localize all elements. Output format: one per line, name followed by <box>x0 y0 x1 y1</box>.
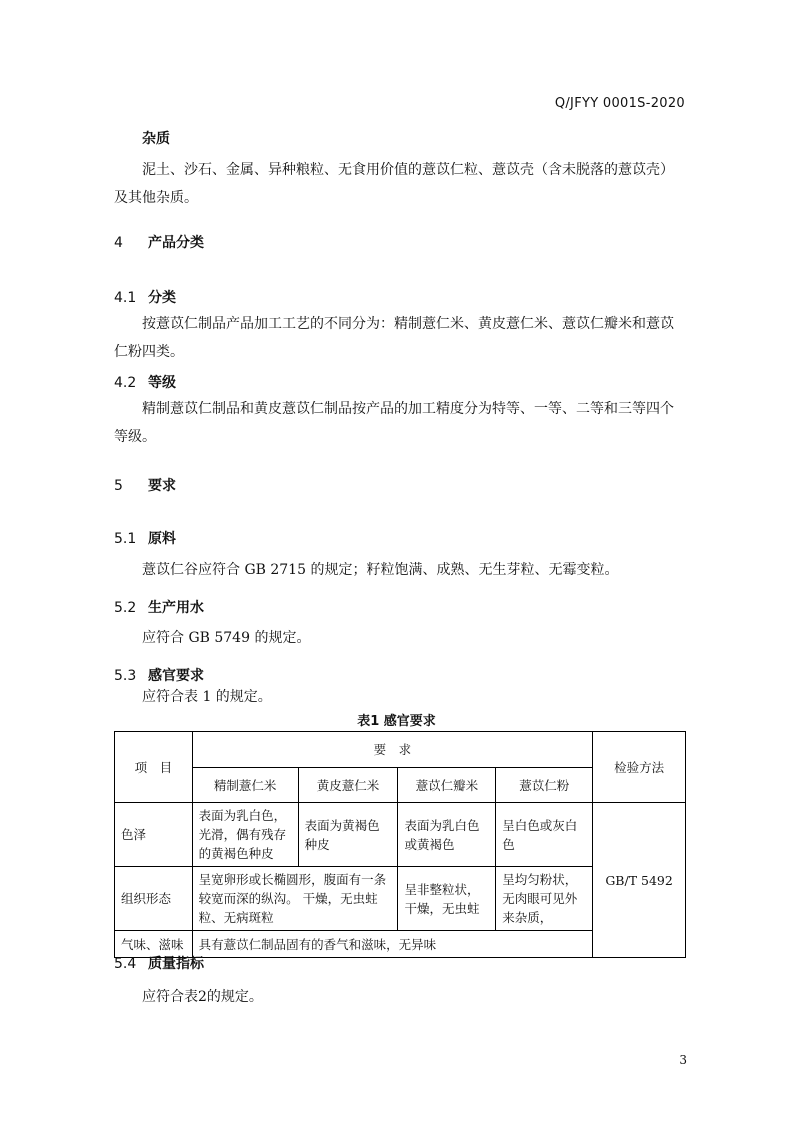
table-1-caption: 表1 感官要求 <box>357 714 436 729</box>
header-requirements: 要 求 <box>192 732 592 768</box>
section-4-2-heading <box>114 372 176 392</box>
section-5-4-heading <box>114 953 204 973</box>
section-5-2-heading <box>114 597 204 617</box>
section-title: 原料 <box>148 531 176 547</box>
impurity-title: 杂质 <box>142 131 170 147</box>
section-4-1-heading <box>114 287 176 307</box>
section-title: 等级 <box>148 375 176 391</box>
section-number: 4 <box>114 235 123 251</box>
row-label: 气味、滋味 <box>115 931 193 958</box>
section-5-4-text: 应符合表2的规定。 <box>142 989 263 1005</box>
section-number: 5 <box>114 478 123 494</box>
section-number: 5.2 <box>114 600 137 616</box>
section-4-heading <box>114 232 204 252</box>
section-number: 5.3 <box>114 668 137 684</box>
section-5-3-text: 应符合表 1 的规定。 <box>142 689 272 705</box>
section-title: 生产用水 <box>148 600 204 616</box>
section-5-2-text: 应符合 GB 5749 的规定。 <box>142 630 311 646</box>
row-label: 色泽 <box>115 803 193 867</box>
table-cell: 呈非整粒状，干燥，无虫蛀 <box>398 867 496 931</box>
sensory-requirements-table <box>114 731 686 958</box>
table-cell: 表面为乳白色或黄褐色 <box>398 803 496 867</box>
row-label: 组织形态 <box>115 867 193 931</box>
table-cell: 具有薏苡仁制品固有的香气和滋味，无异味 <box>192 931 592 958</box>
table-cell: 表面为乳白色，光滑，偶有残存的黄褐色种皮 <box>192 803 298 867</box>
header-method: 检验方法 <box>593 732 686 803</box>
impurity-text: 泥土、沙石、金属、异种粮粒、无食用价值的薏苡仁粒、薏苡壳（含未脱落的薏苡壳）及其他杂质。 <box>114 162 674 206</box>
standard-code: Q/JFYY 0001S-2020 <box>554 96 685 111</box>
table-cell: 呈均匀粉状，无肉眼可见外来杂质， <box>496 867 593 931</box>
section-number: 4.2 <box>114 375 137 391</box>
table-cell: 呈白色或灰白色 <box>496 803 593 867</box>
table-cell: 表面为黄褐色种皮 <box>298 803 398 867</box>
table-row-color <box>115 803 686 867</box>
section-5-1-heading <box>114 528 176 548</box>
table-cell: 呈宽卵形或长椭圆形，腹面有一条较宽而深的纵沟。 干燥，无虫蛀粒、无病斑粒 <box>192 867 398 931</box>
section-5-3-heading <box>114 665 204 685</box>
table-header-row <box>115 732 686 768</box>
method-value: GB/T 5492 <box>593 803 686 958</box>
header-powder: 薏苡仁粉 <box>496 768 593 803</box>
section-4-1-text: 按薏苡仁制品产品加工工艺的不同分为：精制薏仁米、黄皮薏仁米、薏苡仁瓣米和薏苡仁粉四类。 <box>114 316 674 360</box>
section-4-2-text: 精制薏苡仁制品和黄皮薏苡仁制品按产品的加工精度分为特等、一等、二等和三等四个等级。 <box>114 401 674 445</box>
section-title: 分类 <box>148 290 176 306</box>
section-5-1-text: 薏苡仁谷应符合 GB 2715 的规定；籽粒饱满、成熟、无生芽粒、无霉变粒。 <box>142 562 619 578</box>
section-number: 5.4 <box>114 956 137 972</box>
page-number: 3 <box>679 1053 687 1067</box>
header-broken-rice: 薏苡仁瓣米 <box>398 768 496 803</box>
section-title: 质量指标 <box>148 956 204 972</box>
header-yellow-skin-rice: 黄皮薏仁米 <box>298 768 398 803</box>
section-title: 要求 <box>148 478 176 494</box>
header-item: 项 目 <box>115 732 193 803</box>
section-number: 5.1 <box>114 531 137 547</box>
section-number: 4.1 <box>114 290 137 306</box>
section-title: 产品分类 <box>148 235 204 251</box>
header-refined-rice: 精制薏仁米 <box>192 768 298 803</box>
section-5-heading <box>114 475 176 495</box>
section-title: 感官要求 <box>148 668 204 684</box>
